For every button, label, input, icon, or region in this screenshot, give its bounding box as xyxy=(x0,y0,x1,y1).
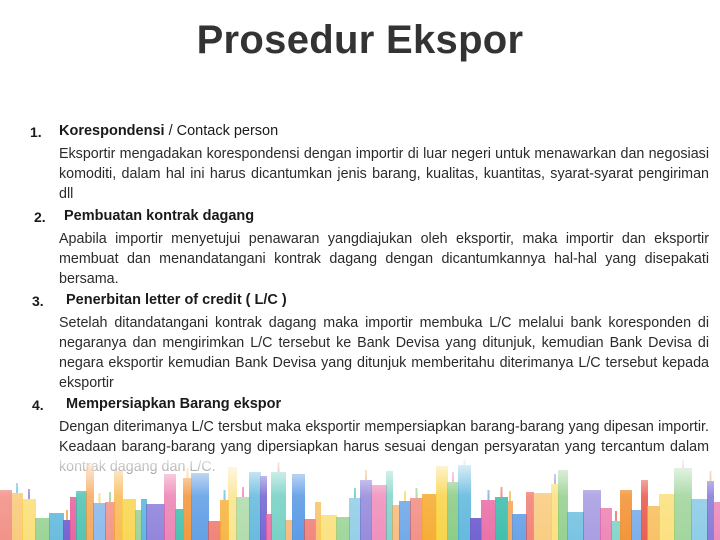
item-heading: Pembuatan kontrak dagang xyxy=(64,208,255,224)
item-heading: Penerbitan letter of credit ( L/C ) xyxy=(66,292,287,308)
item-number: 3. xyxy=(32,293,44,309)
item-body: Setelah ditandatangani kontrak dagang maka importir membuka L/C melalui bank koresponden di negaranya dan mengirimkan L/C tersebut ke Bank Devisa yang ditunjuk, kemudian Bank Devisa di negara eksportir kemudian Bank Devisa yang ditunjuk memberitahu diterimanya L/C tersebut kepada eksportir xyxy=(59,315,709,391)
item-number: 4. xyxy=(32,397,44,413)
item-heading xyxy=(59,123,278,139)
item-heading: Mempersiapkan Barang ekspor xyxy=(66,396,282,412)
item-body: Dengan diterimanya L/C tersbut maka eksportir mempersiapkan barang-barang yang dipesan importir. Keadaan barang-barang yang dipersiapkan harus sesuai dengan persyaratan yang tercantum dalam xyxy=(59,419,709,455)
slide-title: Prosedur Ekspor xyxy=(196,18,524,62)
item-heading-rest: / Contack person xyxy=(164,123,279,139)
skyline-decoration xyxy=(0,460,720,540)
item-number: 1. xyxy=(30,124,42,140)
item-body: Apabila importir menyetujui penawaran yangdiajukan oleh eksportir, maka importir dan eksportir membuat dan menandatangani kontrak dagang dengan dicantumkannya hal-hal yang disepakati bersama. xyxy=(59,231,709,287)
item-body: Eksportir mengadakan korespondensi dengan importir di luar negeri untuk menawarkan dan negosiasi komoditi, dalam hal ini harus dicantumkan jenis barang, kualitas, kuantitas, syarat-syarat pengiriman dll xyxy=(59,146,709,202)
item-number: 2. xyxy=(34,209,46,225)
item-heading-bold: Korespondensi xyxy=(59,123,165,139)
